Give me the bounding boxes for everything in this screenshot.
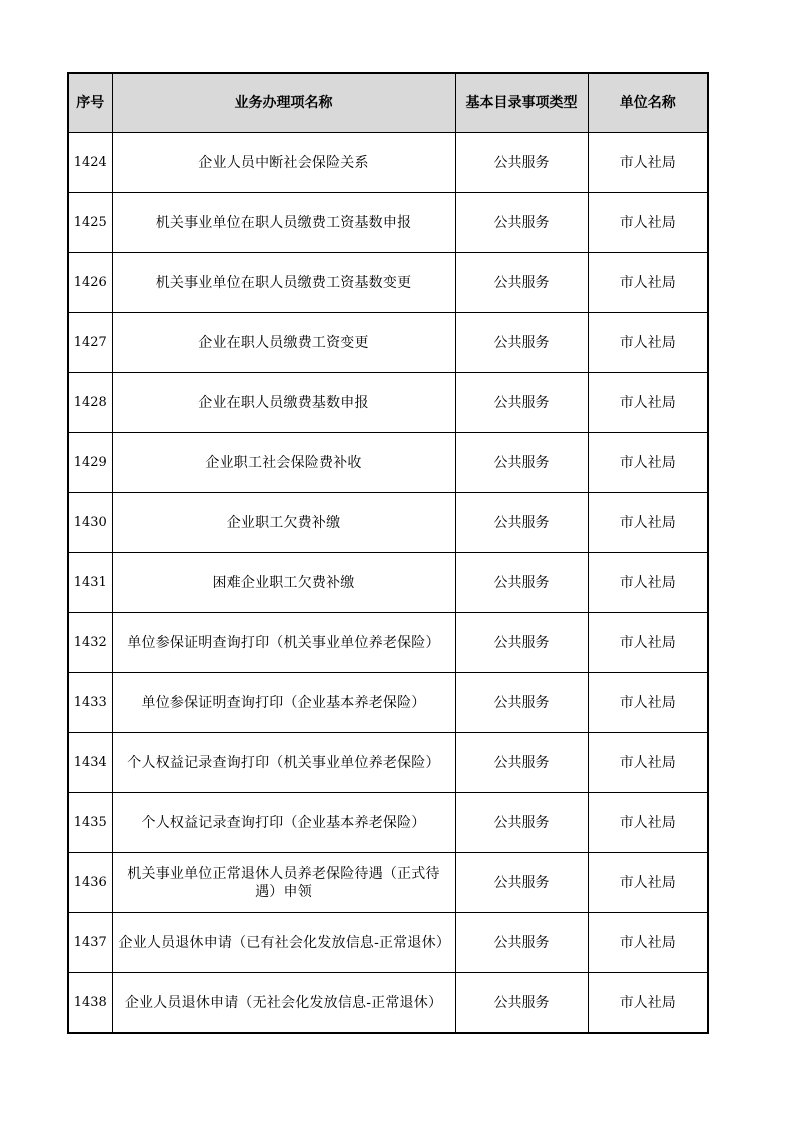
row-item-type-cell: 公共服务 — [455, 613, 588, 673]
header-unit-name: 单位名称 — [588, 73, 708, 133]
row-index-cell: 1431 — [68, 553, 112, 613]
table-body — [68, 133, 708, 1034]
row-item-type-cell: 公共服务 — [455, 133, 588, 193]
header-item-type: 基本目录事项类型 — [455, 73, 588, 133]
table-row — [68, 613, 708, 673]
row-item-name-cell: 个人权益记录查询打印（企业基本养老保险） — [112, 793, 455, 853]
table-row — [68, 493, 708, 553]
table-row — [68, 433, 708, 493]
row-item-name-cell: 企业职工社会保险费补收 — [112, 433, 455, 493]
table-row — [68, 673, 708, 733]
row-item-type-cell: 公共服务 — [455, 973, 588, 1034]
row-index-cell: 1427 — [68, 313, 112, 373]
row-item-name-cell: 企业人员退休申请（已有社会化发放信息-正常退休） — [112, 913, 455, 973]
row-index-cell: 1435 — [68, 793, 112, 853]
row-item-type-cell: 公共服务 — [455, 253, 588, 313]
table-row — [68, 553, 708, 613]
service-items-table — [67, 72, 709, 1034]
row-item-type-cell: 公共服务 — [455, 733, 588, 793]
header-item-name: 业务办理项名称 — [112, 73, 455, 133]
table-row — [68, 313, 708, 373]
row-unit-name-cell: 市人社局 — [588, 193, 708, 253]
row-item-type-cell: 公共服务 — [455, 193, 588, 253]
row-item-name-cell: 个人权益记录查询打印（机关事业单位养老保险） — [112, 733, 455, 793]
row-index-cell: 1429 — [68, 433, 112, 493]
row-index-cell: 1424 — [68, 133, 112, 193]
row-item-type-cell: 公共服务 — [455, 673, 588, 733]
table-header — [68, 73, 708, 133]
row-unit-name-cell: 市人社局 — [588, 373, 708, 433]
row-item-type-cell: 公共服务 — [455, 433, 588, 493]
row-unit-name-cell: 市人社局 — [588, 973, 708, 1034]
row-item-type-cell: 公共服务 — [455, 493, 588, 553]
row-item-name-cell: 机关事业单位正常退休人员养老保险待遇（正式待遇）申领 — [112, 853, 455, 913]
row-item-name-cell: 单位参保证明查询打印（机关事业单位养老保险） — [112, 613, 455, 673]
row-index-cell: 1437 — [68, 913, 112, 973]
table-row — [68, 793, 708, 853]
table-row — [68, 973, 708, 1034]
table-row — [68, 193, 708, 253]
row-unit-name-cell: 市人社局 — [588, 253, 708, 313]
row-unit-name-cell: 市人社局 — [588, 313, 708, 373]
row-item-name-cell: 企业人员中断社会保险关系 — [112, 133, 455, 193]
row-unit-name-cell: 市人社局 — [588, 733, 708, 793]
row-unit-name-cell: 市人社局 — [588, 133, 708, 193]
row-unit-name-cell: 市人社局 — [588, 673, 708, 733]
row-unit-name-cell: 市人社局 — [588, 553, 708, 613]
row-index-cell: 1432 — [68, 613, 112, 673]
row-item-type-cell: 公共服务 — [455, 373, 588, 433]
row-unit-name-cell: 市人社局 — [588, 613, 708, 673]
table-row — [68, 913, 708, 973]
row-item-name-cell: 困难企业职工欠费补缴 — [112, 553, 455, 613]
row-index-cell: 1434 — [68, 733, 112, 793]
row-item-name-cell: 企业在职人员缴费基数申报 — [112, 373, 455, 433]
row-item-type-cell: 公共服务 — [455, 793, 588, 853]
row-index-cell: 1425 — [68, 193, 112, 253]
header-row — [68, 73, 708, 133]
row-item-name-cell: 机关事业单位在职人员缴费工资基数变更 — [112, 253, 455, 313]
table-row — [68, 733, 708, 793]
row-index-cell: 1433 — [68, 673, 112, 733]
row-index-cell: 1436 — [68, 853, 112, 913]
row-unit-name-cell: 市人社局 — [588, 913, 708, 973]
row-item-name-cell: 机关事业单位在职人员缴费工资基数申报 — [112, 193, 455, 253]
row-index-cell: 1426 — [68, 253, 112, 313]
row-item-type-cell: 公共服务 — [455, 853, 588, 913]
row-unit-name-cell: 市人社局 — [588, 853, 708, 913]
row-item-type-cell: 公共服务 — [455, 313, 588, 373]
row-item-type-cell: 公共服务 — [455, 913, 588, 973]
header-index: 序号 — [68, 73, 112, 133]
table-row — [68, 253, 708, 313]
row-unit-name-cell: 市人社局 — [588, 433, 708, 493]
row-item-name-cell: 企业人员退休申请（无社会化发放信息-正常退休） — [112, 973, 455, 1034]
row-unit-name-cell: 市人社局 — [588, 793, 708, 853]
row-index-cell: 1430 — [68, 493, 112, 553]
row-unit-name-cell: 市人社局 — [588, 493, 708, 553]
row-index-cell: 1428 — [68, 373, 112, 433]
table-row — [68, 373, 708, 433]
row-item-name-cell: 企业在职人员缴费工资变更 — [112, 313, 455, 373]
row-index-cell: 1438 — [68, 973, 112, 1034]
table-row — [68, 133, 708, 193]
row-item-name-cell: 单位参保证明查询打印（企业基本养老保险） — [112, 673, 455, 733]
row-item-type-cell: 公共服务 — [455, 553, 588, 613]
table-row — [68, 853, 708, 913]
row-item-name-cell: 企业职工欠费补缴 — [112, 493, 455, 553]
